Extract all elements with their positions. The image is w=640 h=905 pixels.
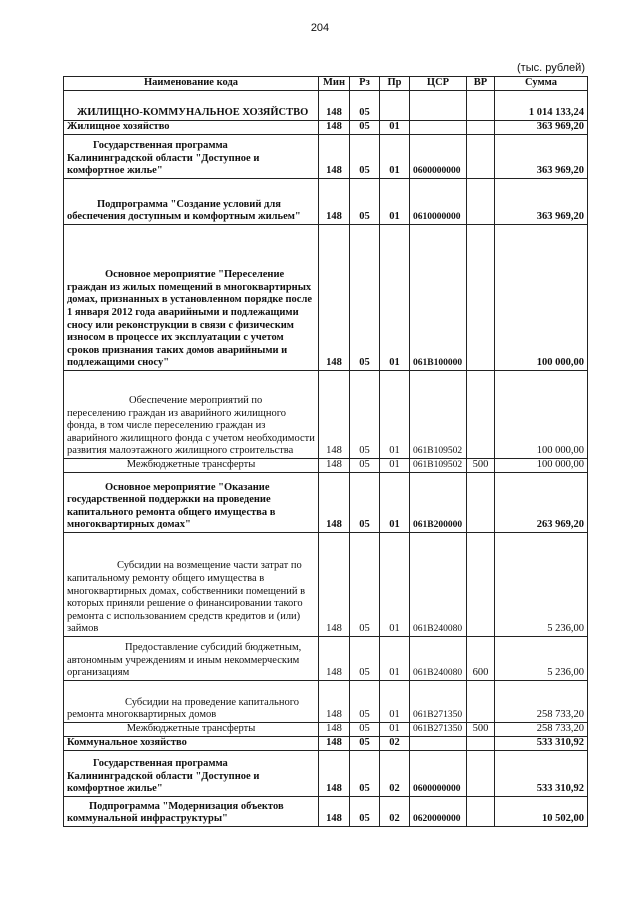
row-min: 148: [319, 723, 350, 737]
row-sum: 5 236,00: [495, 533, 588, 637]
row-csr: 061В109502: [410, 371, 467, 459]
row-min: 148: [319, 737, 350, 751]
table-row: [64, 637, 588, 681]
row-pr: 01: [380, 225, 410, 371]
header-sum: Сумма: [495, 77, 588, 91]
row-sum: 258 733,20: [495, 723, 588, 737]
row-name: Субсидии на проведение капитального ремонта многоквартирных домов: [64, 681, 319, 723]
row-csr: 061В271350: [410, 681, 467, 723]
row-vr: [467, 533, 495, 637]
table-row: [64, 135, 588, 179]
row-vr: [467, 179, 495, 225]
row-min: 148: [319, 637, 350, 681]
header-pr: Пр: [380, 77, 410, 91]
row-pr: 01: [380, 459, 410, 473]
row-name: Основное мероприятие "Оказание государственной поддержки на проведение капитального ремонта общего имущества в многоквартирных домах": [64, 473, 319, 533]
row-csr: [410, 121, 467, 135]
row-rz: 05: [350, 179, 380, 225]
row-vr: 500: [467, 459, 495, 473]
row-min: 148: [319, 225, 350, 371]
row-pr: 01: [380, 723, 410, 737]
row-sum: 5 236,00: [495, 637, 588, 681]
row-vr: [467, 737, 495, 751]
table-row: [64, 91, 588, 121]
row-csr: [410, 91, 467, 121]
row-pr: 02: [380, 751, 410, 797]
row-rz: 05: [350, 121, 380, 135]
row-rz: 05: [350, 737, 380, 751]
row-csr: [410, 737, 467, 751]
row-name: Государственная программа Калининградской области "Доступное и комфортное жилье": [64, 135, 319, 179]
row-min: 148: [319, 91, 350, 121]
budget-table: [63, 76, 588, 827]
page-number: 204: [310, 22, 330, 34]
table-row: [64, 681, 588, 723]
row-min: 148: [319, 751, 350, 797]
row-min: 148: [319, 371, 350, 459]
row-pr: 01: [380, 121, 410, 135]
row-rz: 05: [350, 473, 380, 533]
row-pr: 01: [380, 637, 410, 681]
row-vr: [467, 121, 495, 135]
row-vr: [467, 797, 495, 827]
table-row: [64, 737, 588, 751]
row-sum: 263 969,20: [495, 473, 588, 533]
row-name: Межбюджетные трансферты: [64, 723, 319, 737]
row-vr: 600: [467, 637, 495, 681]
table-row: [64, 533, 588, 637]
row-csr: 061В271350: [410, 723, 467, 737]
row-sum: 363 969,20: [495, 121, 588, 135]
row-pr: [380, 91, 410, 121]
row-vr: [467, 91, 495, 121]
row-vr: 500: [467, 723, 495, 737]
row-rz: 05: [350, 225, 380, 371]
table-row: [64, 225, 588, 371]
row-name: Предоставление субсидий бюджетным, автономным учреждениям и иным некоммерческим организациям: [64, 637, 319, 681]
units-caption: (тыс. рублей): [517, 62, 585, 74]
row-min: 148: [319, 797, 350, 827]
table-row: [64, 459, 588, 473]
row-min: 148: [319, 121, 350, 135]
row-sum: 100 000,00: [495, 371, 588, 459]
row-min: 148: [319, 135, 350, 179]
row-sum: 100 000,00: [495, 459, 588, 473]
row-sum: 533 310,92: [495, 737, 588, 751]
row-rz: 05: [350, 91, 380, 121]
row-name: Жилищное хозяйство: [64, 121, 319, 135]
row-vr: [467, 681, 495, 723]
row-pr: 02: [380, 737, 410, 751]
row-name: Основное мероприятие "Переселение граждан из жилых помещений в многоквартирных домах, признанных в установленном порядке после 1 января 2012 года аварийными и подлежащими сносу или реконструкции в связи с физическим износом в процессе их эксплуатации с учетом сроков признания таких домов аварийными и подлежащими сносу": [64, 225, 319, 371]
row-name: Подпрограмма "Создание условий для обеспечения доступным и комфортным жильем": [64, 179, 319, 225]
row-name: Подпрограмма "Модернизация объектов коммунальной инфраструктуры": [64, 797, 319, 827]
row-name: Субсидии на возмещение части затрат по капитальному ремонту общего имущества в многоквартирных домах, собственники помещений в которых приняли решение о финансировании такого ремонта с использованием средств кредитов и (или) займов: [64, 533, 319, 637]
row-rz: 05: [350, 371, 380, 459]
row-rz: 05: [350, 135, 380, 179]
row-name: Межбюджетные трансферты: [64, 459, 319, 473]
header-vr: ВР: [467, 77, 495, 91]
row-min: 148: [319, 179, 350, 225]
table-row: [64, 473, 588, 533]
row-vr: [467, 473, 495, 533]
row-csr: 061В100000: [410, 225, 467, 371]
table-row: [64, 371, 588, 459]
row-csr: 0620000000: [410, 797, 467, 827]
row-sum: 1 014 133,24: [495, 91, 588, 121]
row-csr: 061В240080: [410, 637, 467, 681]
row-sum: 258 733,20: [495, 681, 588, 723]
row-pr: 01: [380, 473, 410, 533]
row-min: 148: [319, 473, 350, 533]
row-csr: 061В200000: [410, 473, 467, 533]
row-pr: 01: [380, 681, 410, 723]
table-row: [64, 179, 588, 225]
row-sum: 363 969,20: [495, 179, 588, 225]
row-name: ЖИЛИЩНО-КОММУНАЛЬНОЕ ХОЗЯЙСТВО: [64, 91, 319, 121]
row-sum: 363 969,20: [495, 135, 588, 179]
row-name: Обеспечение мероприятий по переселению граждан из аварийного жилищного фонда, в том числе переселению граждан из аварийного жилищного фонда с учетом необходимости развития малоэтажного жилищного строительства: [64, 371, 319, 459]
row-rz: 05: [350, 751, 380, 797]
row-pr: 01: [380, 533, 410, 637]
row-sum: 10 502,00: [495, 797, 588, 827]
row-csr: 0610000000: [410, 179, 467, 225]
table-row: [64, 723, 588, 737]
row-rz: 05: [350, 533, 380, 637]
row-csr: 0600000000: [410, 751, 467, 797]
row-vr: [467, 135, 495, 179]
row-csr: 0600000000: [410, 135, 467, 179]
row-sum: 533 310,92: [495, 751, 588, 797]
row-vr: [467, 225, 495, 371]
table-header-row: [64, 77, 588, 91]
table-row: [64, 797, 588, 827]
row-rz: 05: [350, 797, 380, 827]
row-min: 148: [319, 681, 350, 723]
table-row: [64, 121, 588, 135]
row-sum: 100 000,00: [495, 225, 588, 371]
header-name: Наименование кода: [64, 77, 319, 91]
row-rz: 05: [350, 723, 380, 737]
header-csr: ЦСР: [410, 77, 467, 91]
row-name: Государственная программа Калининградской области "Доступное и комфортное жилье": [64, 751, 319, 797]
row-pr: 01: [380, 371, 410, 459]
row-vr: [467, 371, 495, 459]
row-min: 148: [319, 459, 350, 473]
table-row: [64, 751, 588, 797]
row-vr: [467, 751, 495, 797]
row-pr: 01: [380, 135, 410, 179]
row-pr: 01: [380, 179, 410, 225]
row-min: 148: [319, 533, 350, 637]
header-rz: Рз: [350, 77, 380, 91]
row-name: Коммунальное хозяйство: [64, 737, 319, 751]
row-csr: 061В240080: [410, 533, 467, 637]
row-rz: 05: [350, 637, 380, 681]
row-rz: 05: [350, 459, 380, 473]
row-csr: 061В109502: [410, 459, 467, 473]
row-rz: 05: [350, 681, 380, 723]
row-pr: 02: [380, 797, 410, 827]
header-min: Мин: [319, 77, 350, 91]
